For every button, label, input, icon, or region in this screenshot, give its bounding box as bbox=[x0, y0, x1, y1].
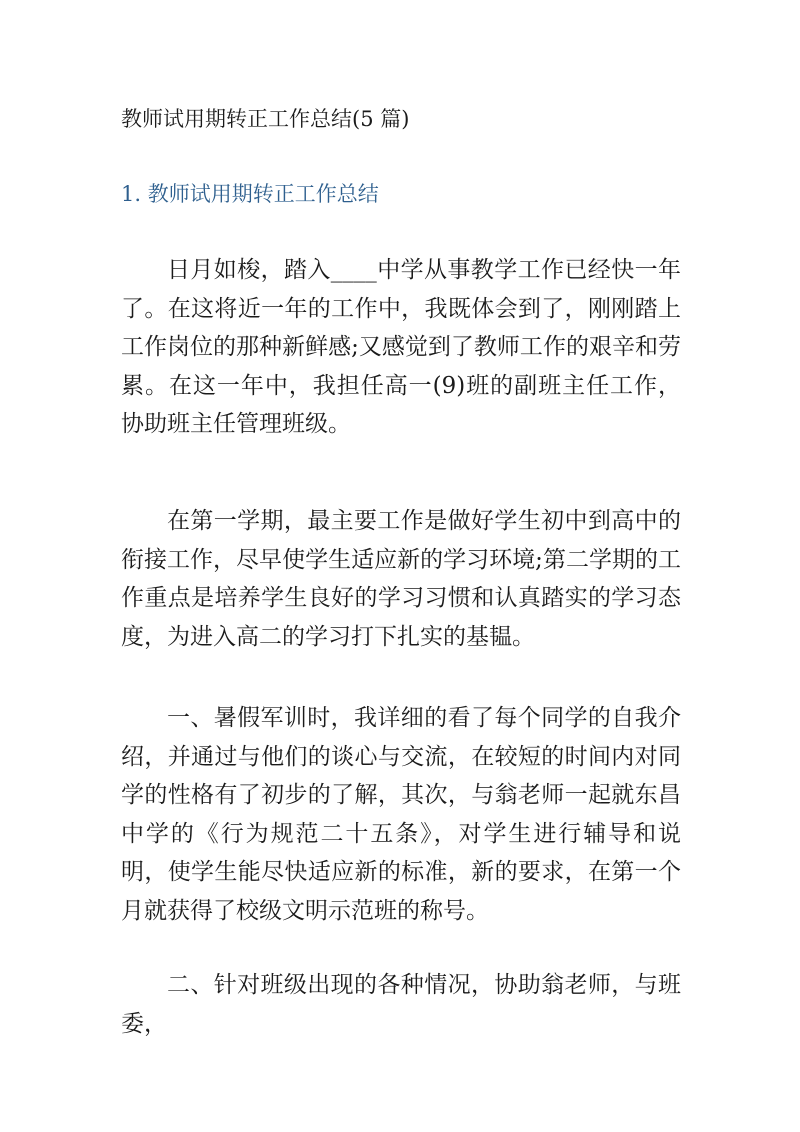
paragraph-1: 日月如梭，踏入____中学从事教学工作已经快一年了。在这将近一年的工作中，我既体会到了，刚刚踏上工作岗位的那种新鲜感;又感觉到了教师工作的艰辛和劳累。在这一年中，我担任高一(9)班的副班主任工作，协助班主任管理班级。 bbox=[121, 257, 681, 437]
paragraph-4: 二、针对班级出现的各种情况，协助翁老师，与班委， bbox=[121, 972, 681, 1037]
paragraph-3: 一、暑假军训时，我详细的看了每个同学的自我介绍，并通过与他们的谈心与交流，在较短的时间内对同学的性格有了初步的了解，其次，与翁老师一起就东昌中学的《行为规范二十五条》，对学生进行辅导和说明，使学生能尽快适应新的标准，新的要求，在第一个月就获得了校级文明示范班的称号。 bbox=[121, 705, 681, 924]
document-title: 教师试用期转正工作总结(5 篇) bbox=[121, 107, 410, 131]
section-heading: 1. 教师试用期转正工作总结 bbox=[121, 182, 379, 206]
paragraph-2: 在第一学期，最主要工作是做好学生初中到高中的衔接工作，尽早使学生适应新的学习环境;第二学期的工作重点是培养学生良好的学习习惯和认真踏实的学习态度，为进入高二的学习打下扎实的基韫。 bbox=[121, 508, 681, 650]
